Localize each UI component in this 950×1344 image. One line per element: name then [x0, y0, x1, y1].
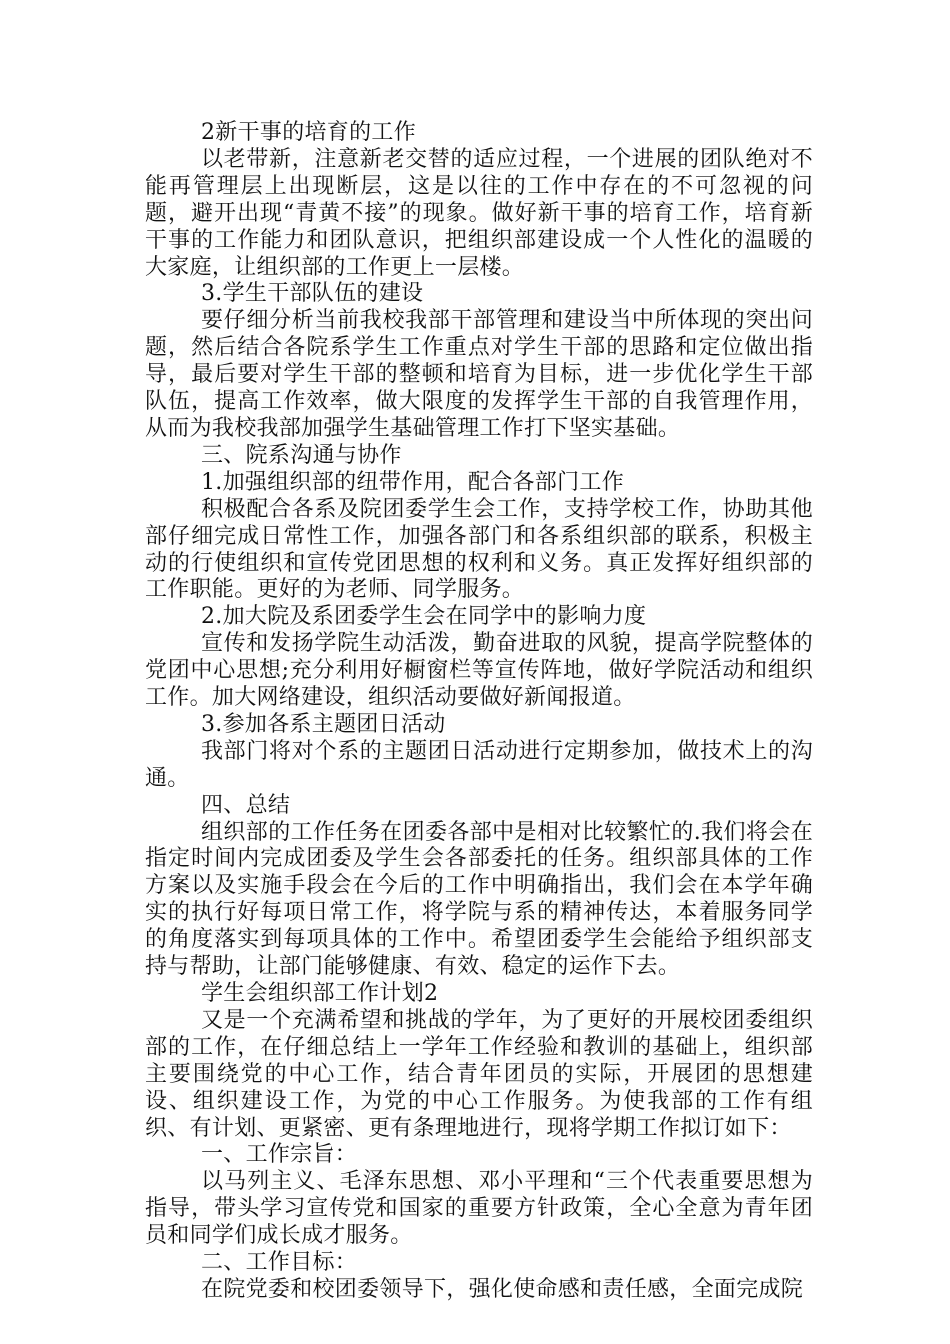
heading-work-purpose: 一、工作宗旨：	[201, 1142, 358, 1168]
paragraph-theme-activities: 我部门将对个系的主题团日活动进行定期参加，做技术上的沟通。	[145, 738, 813, 791]
paragraph-liaison-role: 积极配合各系及院团委学生会工作，支持学校工作，协助其他部仔细完成日常性工作，加强各部门和各系组织部的联系，积极主动的行使组织和宣传党团思想的权利和义务。真正发挥好组织部的工作职能。更好的为老师、同学服务。	[145, 496, 813, 603]
heading-summary: 四、总结	[201, 792, 291, 818]
subheading-cadre-team-building: 3.学生干部队伍的建设	[201, 281, 424, 307]
heading-work-goals: 二、工作目标：	[201, 1250, 358, 1276]
subheading-new-staff-training: 2新干事的培育的工作	[201, 120, 416, 145]
section-title-plan-2: 学生会组织部工作计划2	[201, 981, 439, 1006]
paragraph-influence: 宣传和发扬学院生动活泼，勤奋进取的风貌，提高学院整体的党团中心思想;充分利用好橱窗栏等宣传阵地，做好学院活动和组织工作。加大网络建设，组织活动要做好新闻报道。	[145, 631, 813, 711]
subheading-liaison-role: 1.加强组织部的纽带作用，配合各部门工作	[201, 469, 624, 495]
paragraph-work-goals: 在院党委和校团委领导下，强化使命感和责任感，全面完成院	[201, 1276, 804, 1302]
paragraph-work-purpose: 以马列主义、毛泽东思想、邓小平理和“三个代表重要思想为指导，带头学习宣传党和国家的重要方针政策，全心全意为青年团员和同学们成长成才服务。	[145, 1169, 813, 1249]
paragraph-new-staff-training: 以老带新，注意新老交替的适应过程，一个进展的团队绝对不能再管理层上出现断层，这是以往的工作中存在的不可忽视的问题，避开出现“青黄不接”的现象。做好新干事的培育工作，培育新干事的工作能力和团队意识，把组织部建设成一个人性化的温暖的大家庭，让组织部的工作更上一层楼。	[145, 146, 813, 280]
paragraph-summary: 组织部的工作任务在团委各部中是相对比较繁忙的.我们将会在指定时间内完成团委及学生会各部委托的任务。组织部具体的工作方案以及实施手段会在今后的工作中明确指出，我们会在本学年确实的执行好每项日常工作，将学院与系的精神传达，本着服务同学的角度落实到每项具体的工作中。希望团委学生会能给予组织部支持与帮助，让部门能够健康、有效、稳定的运作下去。	[145, 819, 813, 980]
subheading-theme-activities: 3.参加各系主题团日活动	[201, 711, 446, 737]
document-body	[145, 120, 813, 1304]
paragraph-cadre-team-building: 要仔细分析当前我校我部干部管理和建设当中所体现的突出问题，然后结合各院系学生工作重点对学生干部的思路和定位做出指导，最后要对学生干部的整顿和培育为目标，进一步优化学生干部队伍，提高工作效率，做大限度的发挥学生干部的自我管理作用，从而为我校我部加强学生基础管理工作打下坚实基础。	[145, 308, 813, 441]
paragraph-plan-intro: 又是一个充满希望和挑战的学年，为了更好的开展校团委组织部的工作，在仔细总结上一学年工作经验和教训的基础上，组织部主要围绕党的中心工作，结合青年团员的实际，开展团的思想建设、组织建设工作，为党的中心工作服务。为使我部的工作有组织、有计划、更紧密、更有条理地进行，现将学期工作拟订如下：	[145, 1007, 813, 1141]
heading-department-communication: 三、院系沟通与协作	[201, 442, 402, 468]
subheading-influence: 2.加大院及系团委学生会在同学中的影响力度	[201, 604, 647, 630]
